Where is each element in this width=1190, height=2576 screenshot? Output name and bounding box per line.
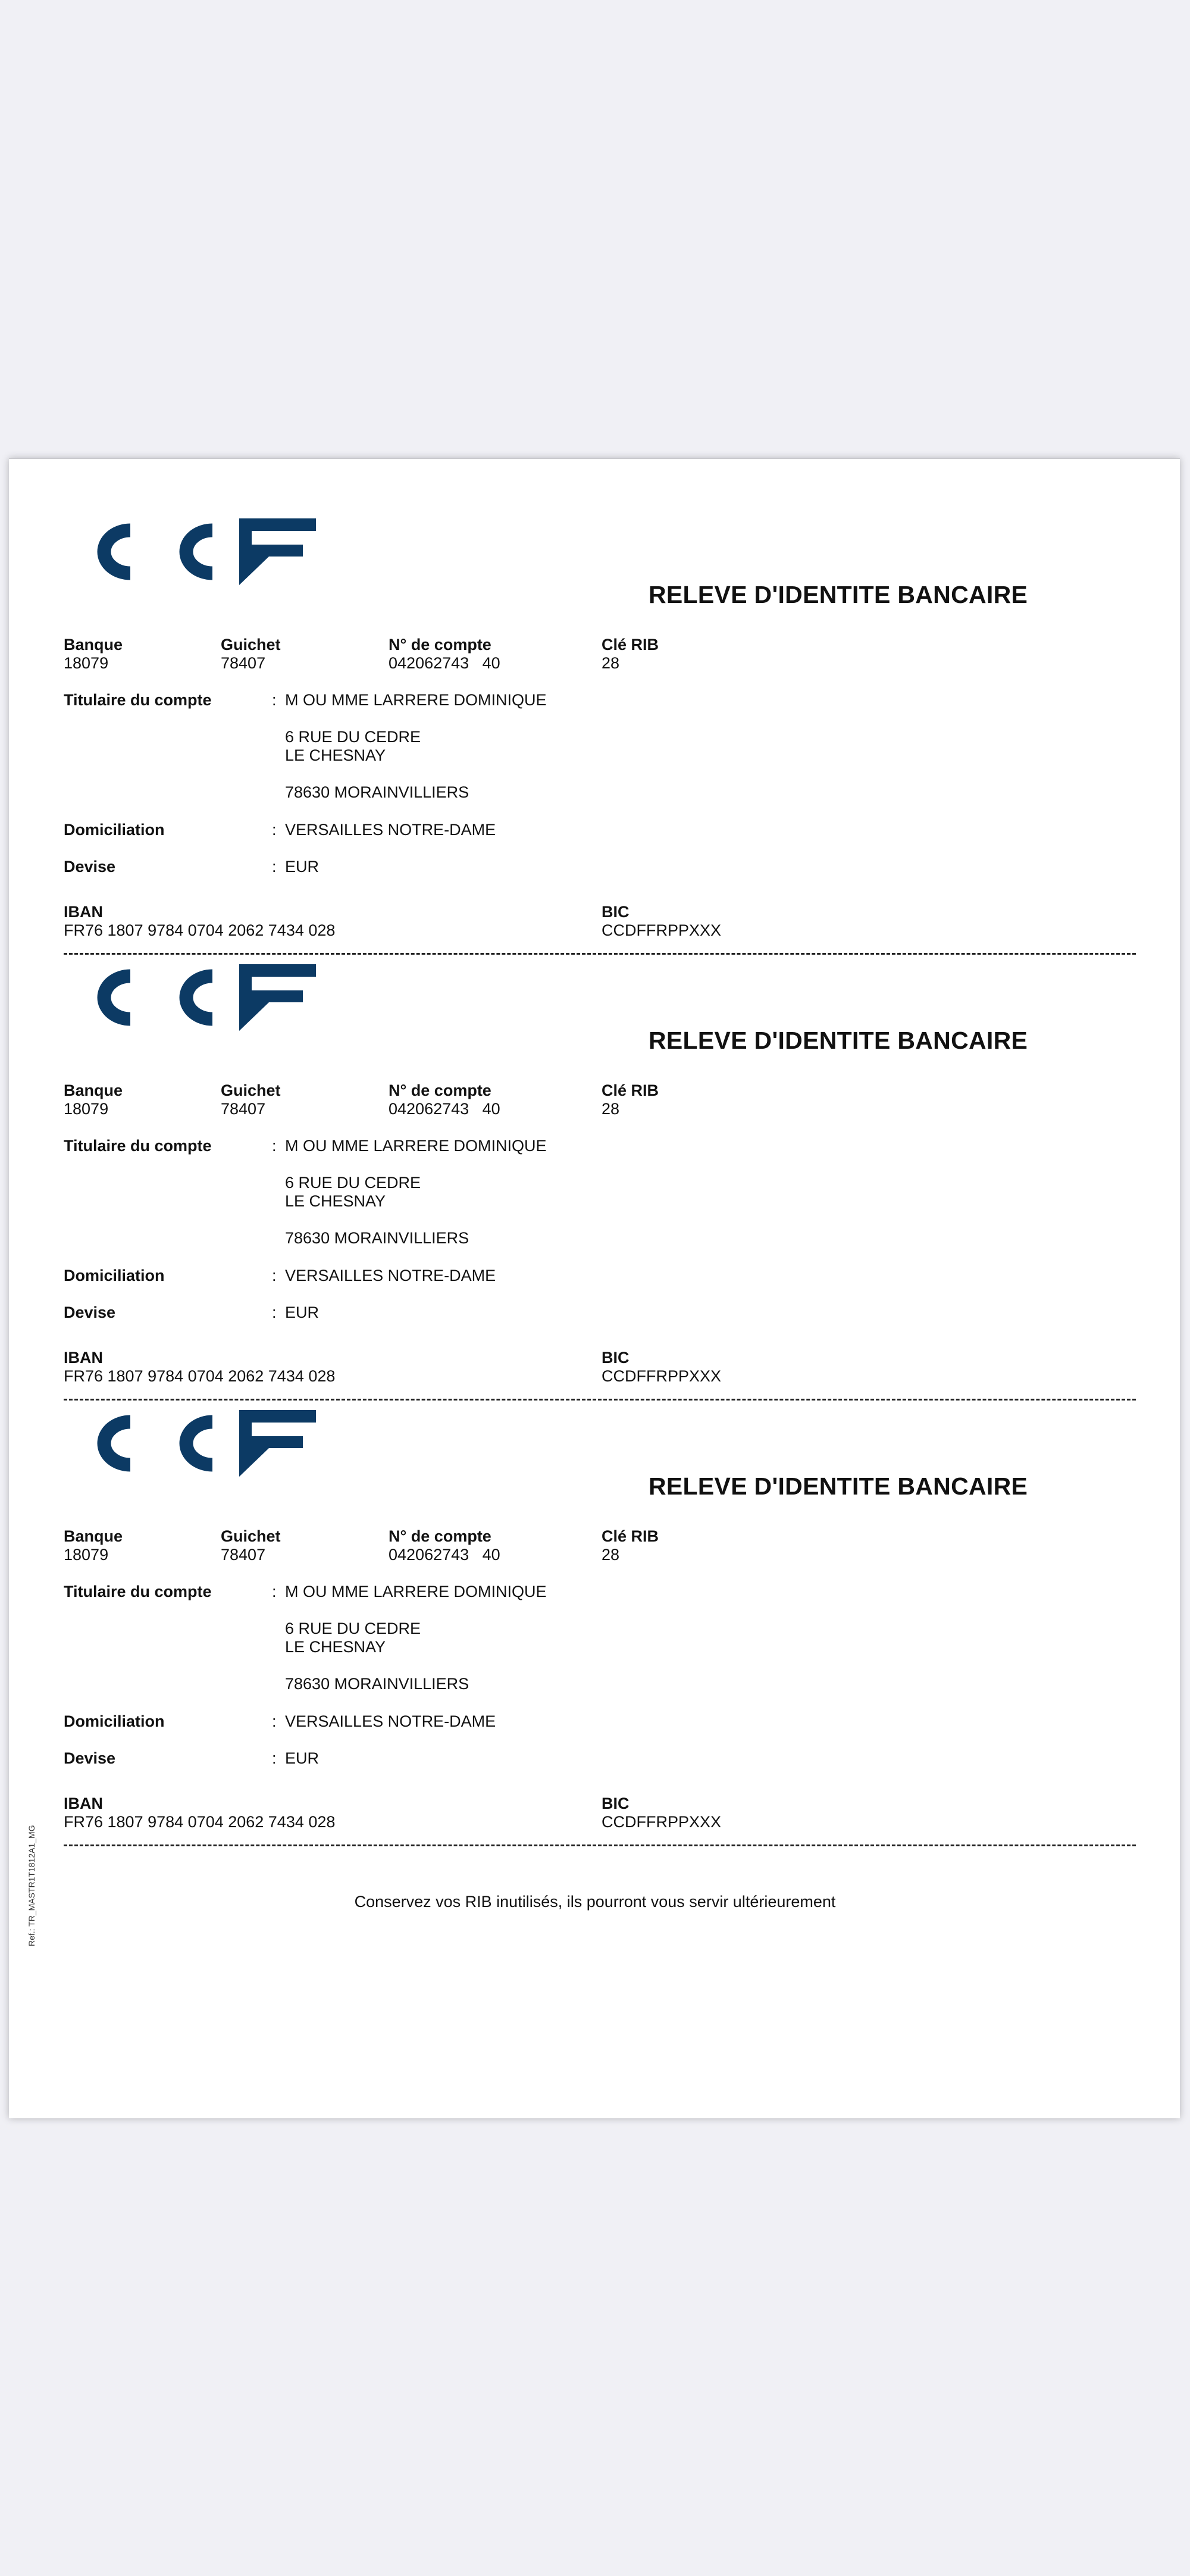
bic-label: BIC: [602, 1349, 630, 1367]
devise-label: Devise: [64, 1749, 116, 1767]
banque-label: Banque: [64, 1527, 123, 1545]
cut-line: [64, 1399, 1136, 1400]
iban-value: FR76 1807 9784 0704 2062 7434 028: [64, 1367, 336, 1385]
colon: :: [272, 691, 277, 709]
iban-label: IBAN: [64, 1349, 103, 1367]
iban-value: FR76 1807 9784 0704 2062 7434 028: [64, 921, 336, 939]
cut-line: [64, 1845, 1136, 1846]
colon: :: [272, 1267, 277, 1284]
titulaire-label: Titulaire du compte: [64, 1583, 212, 1600]
address-line-3: 78630 MORAINVILLIERS: [285, 1675, 469, 1693]
titulaire-value: M OU MME LARRERE DOMINIQUE: [285, 691, 547, 709]
colon: :: [272, 1137, 277, 1155]
devise-value: EUR: [285, 1749, 320, 1767]
titulaire-value: M OU MME LARRERE DOMINIQUE: [285, 1137, 547, 1155]
address-line-1: 6 RUE DU CEDRE: [285, 728, 421, 746]
bic-label: BIC: [602, 903, 630, 921]
guichet-label: Guichet: [221, 1081, 281, 1099]
guichet-label: Guichet: [221, 636, 281, 654]
titulaire-label: Titulaire du compte: [64, 1137, 212, 1155]
compte-label: N° de compte: [389, 636, 491, 654]
banque-value: 18079: [64, 654, 109, 672]
compte-value: 042062743 40: [389, 1546, 500, 1564]
address-line-3: 78630 MORAINVILLIERS: [285, 1229, 469, 1247]
cle-rib-label: Clé RIB: [602, 1527, 659, 1545]
guichet-value: 78407: [221, 1100, 266, 1118]
compte-value: 042062743 40: [389, 654, 500, 672]
bic-value: CCDFFRPPXXX: [602, 921, 722, 939]
address-line-1: 6 RUE DU CEDRE: [285, 1620, 421, 1637]
banque-label: Banque: [64, 1081, 123, 1099]
devise-value: EUR: [285, 1303, 320, 1321]
domiciliation-value: VERSAILLES NOTRE-DAME: [285, 821, 496, 839]
devise-label: Devise: [64, 1303, 116, 1321]
banque-label: Banque: [64, 636, 123, 654]
iban-value: FR76 1807 9784 0704 2062 7434 028: [64, 1813, 336, 1831]
ccf-logo: [71, 518, 316, 585]
guichet-label: Guichet: [221, 1527, 281, 1545]
colon: :: [272, 1712, 277, 1730]
cle-rib-value: 28: [602, 1100, 620, 1118]
devise-label: Devise: [64, 858, 116, 876]
domiciliation-value: VERSAILLES NOTRE-DAME: [285, 1712, 496, 1730]
guichet-value: 78407: [221, 654, 266, 672]
titulaire-value: M OU MME LARRERE DOMINIQUE: [285, 1583, 547, 1600]
iban-label: IBAN: [64, 903, 103, 921]
address-line-2: LE CHESNAY: [285, 746, 386, 764]
document-title: RELEVE D'IDENTITE BANCAIRE: [649, 581, 1028, 608]
colon: :: [272, 1303, 277, 1321]
reference-code: Ref.: TR_MASTR1T1812A1_MG: [27, 1825, 36, 1946]
address-line-2: LE CHESNAY: [285, 1192, 386, 1210]
ccf-logo: [71, 964, 316, 1031]
rib-section: [64, 1410, 1136, 1856]
iban-label: IBAN: [64, 1795, 103, 1812]
address-line-2: LE CHESNAY: [285, 1638, 386, 1656]
colon: :: [272, 821, 277, 839]
ccf-logo: [71, 1410, 316, 1477]
bic-value: CCDFFRPPXXX: [602, 1813, 722, 1831]
compte-label: N° de compte: [389, 1527, 491, 1545]
rib-section: [64, 518, 1136, 965]
devise-value: EUR: [285, 858, 320, 876]
domiciliation-value: VERSAILLES NOTRE-DAME: [285, 1267, 496, 1284]
rib-document-page: [9, 458, 1180, 2118]
domiciliation-label: Domiciliation: [64, 1712, 165, 1730]
document-title: RELEVE D'IDENTITE BANCAIRE: [649, 1473, 1028, 1500]
titulaire-label: Titulaire du compte: [64, 691, 212, 709]
rib-section: [64, 964, 1136, 1411]
address-line-3: 78630 MORAINVILLIERS: [285, 783, 469, 801]
cle-rib-value: 28: [602, 654, 620, 672]
address-line-1: 6 RUE DU CEDRE: [285, 1174, 421, 1192]
compte-label: N° de compte: [389, 1081, 491, 1099]
domiciliation-label: Domiciliation: [64, 1267, 165, 1284]
cle-rib-label: Clé RIB: [602, 636, 659, 654]
compte-value: 042062743 40: [389, 1100, 500, 1118]
cle-rib-label: Clé RIB: [602, 1081, 659, 1099]
colon: :: [272, 1583, 277, 1600]
document-title: RELEVE D'IDENTITE BANCAIRE: [649, 1027, 1028, 1054]
colon: :: [272, 858, 277, 876]
footer-note: Conservez vos RIB inutilisés, ils pourront vous servir ultérieurement: [354, 1893, 836, 1911]
banque-value: 18079: [64, 1100, 109, 1118]
bic-value: CCDFFRPPXXX: [602, 1367, 722, 1385]
cut-line: [64, 953, 1136, 955]
bic-label: BIC: [602, 1795, 630, 1812]
banque-value: 18079: [64, 1546, 109, 1564]
guichet-value: 78407: [221, 1546, 266, 1564]
cle-rib-value: 28: [602, 1546, 620, 1564]
domiciliation-label: Domiciliation: [64, 821, 165, 839]
colon: :: [272, 1749, 277, 1767]
